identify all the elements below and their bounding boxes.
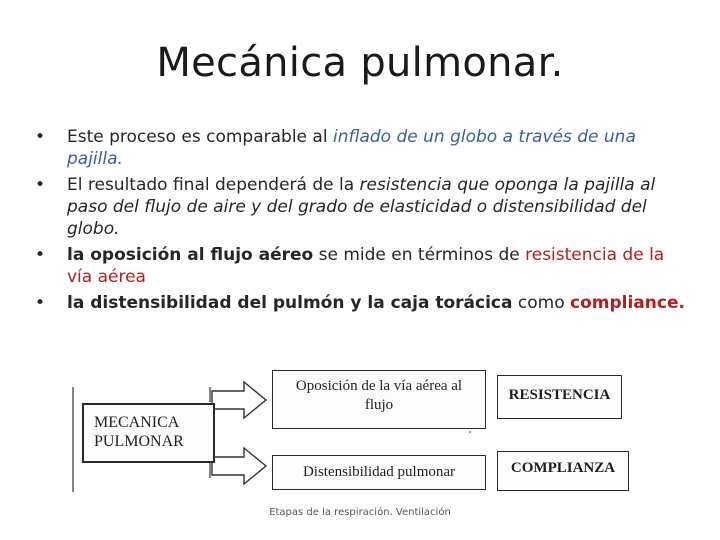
mecanica-label-line1: MECANICA bbox=[94, 414, 180, 431]
bullet-text: Este proceso es comparable al bbox=[67, 127, 333, 147]
distensibilidad-label: Distensibilidad pulmonar bbox=[302, 464, 456, 480]
oposicion-box bbox=[272, 370, 486, 429]
bullet-bold-text: la distensibilidad del pulmón y la caja torácica bbox=[67, 293, 513, 313]
mecanica-label-line2: PULMONAR bbox=[94, 433, 184, 450]
bullet-dot: • bbox=[34, 245, 46, 265]
bullet-text: como bbox=[512, 293, 571, 313]
mecanica-pulmonar-box bbox=[82, 403, 215, 463]
slide-footer: Etapas de la respiración. Ventilación bbox=[269, 507, 451, 518]
complianza-label: COMPLIANZA bbox=[510, 460, 616, 476]
bullet-emphasis: resistencia que oponga la pajilla al paso del flujo de aire y del grado de elasticidad o distensibilidad del globo. bbox=[67, 175, 656, 239]
complianza-box bbox=[497, 451, 629, 491]
distensibilidad-box bbox=[272, 455, 486, 490]
bullet-highlight: inflado de un globo a través de una pajilla. bbox=[67, 127, 636, 169]
bullet-red-highlight: compliance. bbox=[570, 293, 685, 313]
bullet-text: El resultado final dependerá de la bbox=[67, 175, 360, 195]
resistencia-box bbox=[497, 375, 622, 419]
right-arrow-icon bbox=[210, 380, 268, 420]
bullet-bold-text: la oposición al flujo aéreo bbox=[67, 245, 314, 265]
bullet-dot: • bbox=[34, 127, 46, 147]
bullet-dot: • bbox=[34, 175, 46, 195]
slide-title: Mecánica pulmonar. bbox=[156, 40, 564, 86]
bullet-text: se mide en términos de bbox=[313, 245, 526, 265]
resistencia-label: RESISTENCIA bbox=[508, 387, 611, 403]
right-arrow-icon bbox=[210, 446, 268, 486]
bullet-red-highlight: resistencia de la vía aérea bbox=[67, 245, 665, 287]
bullet-dot: • bbox=[34, 293, 46, 313]
oposicion-label: Oposición de la vía aérea al flujo bbox=[295, 378, 463, 413]
